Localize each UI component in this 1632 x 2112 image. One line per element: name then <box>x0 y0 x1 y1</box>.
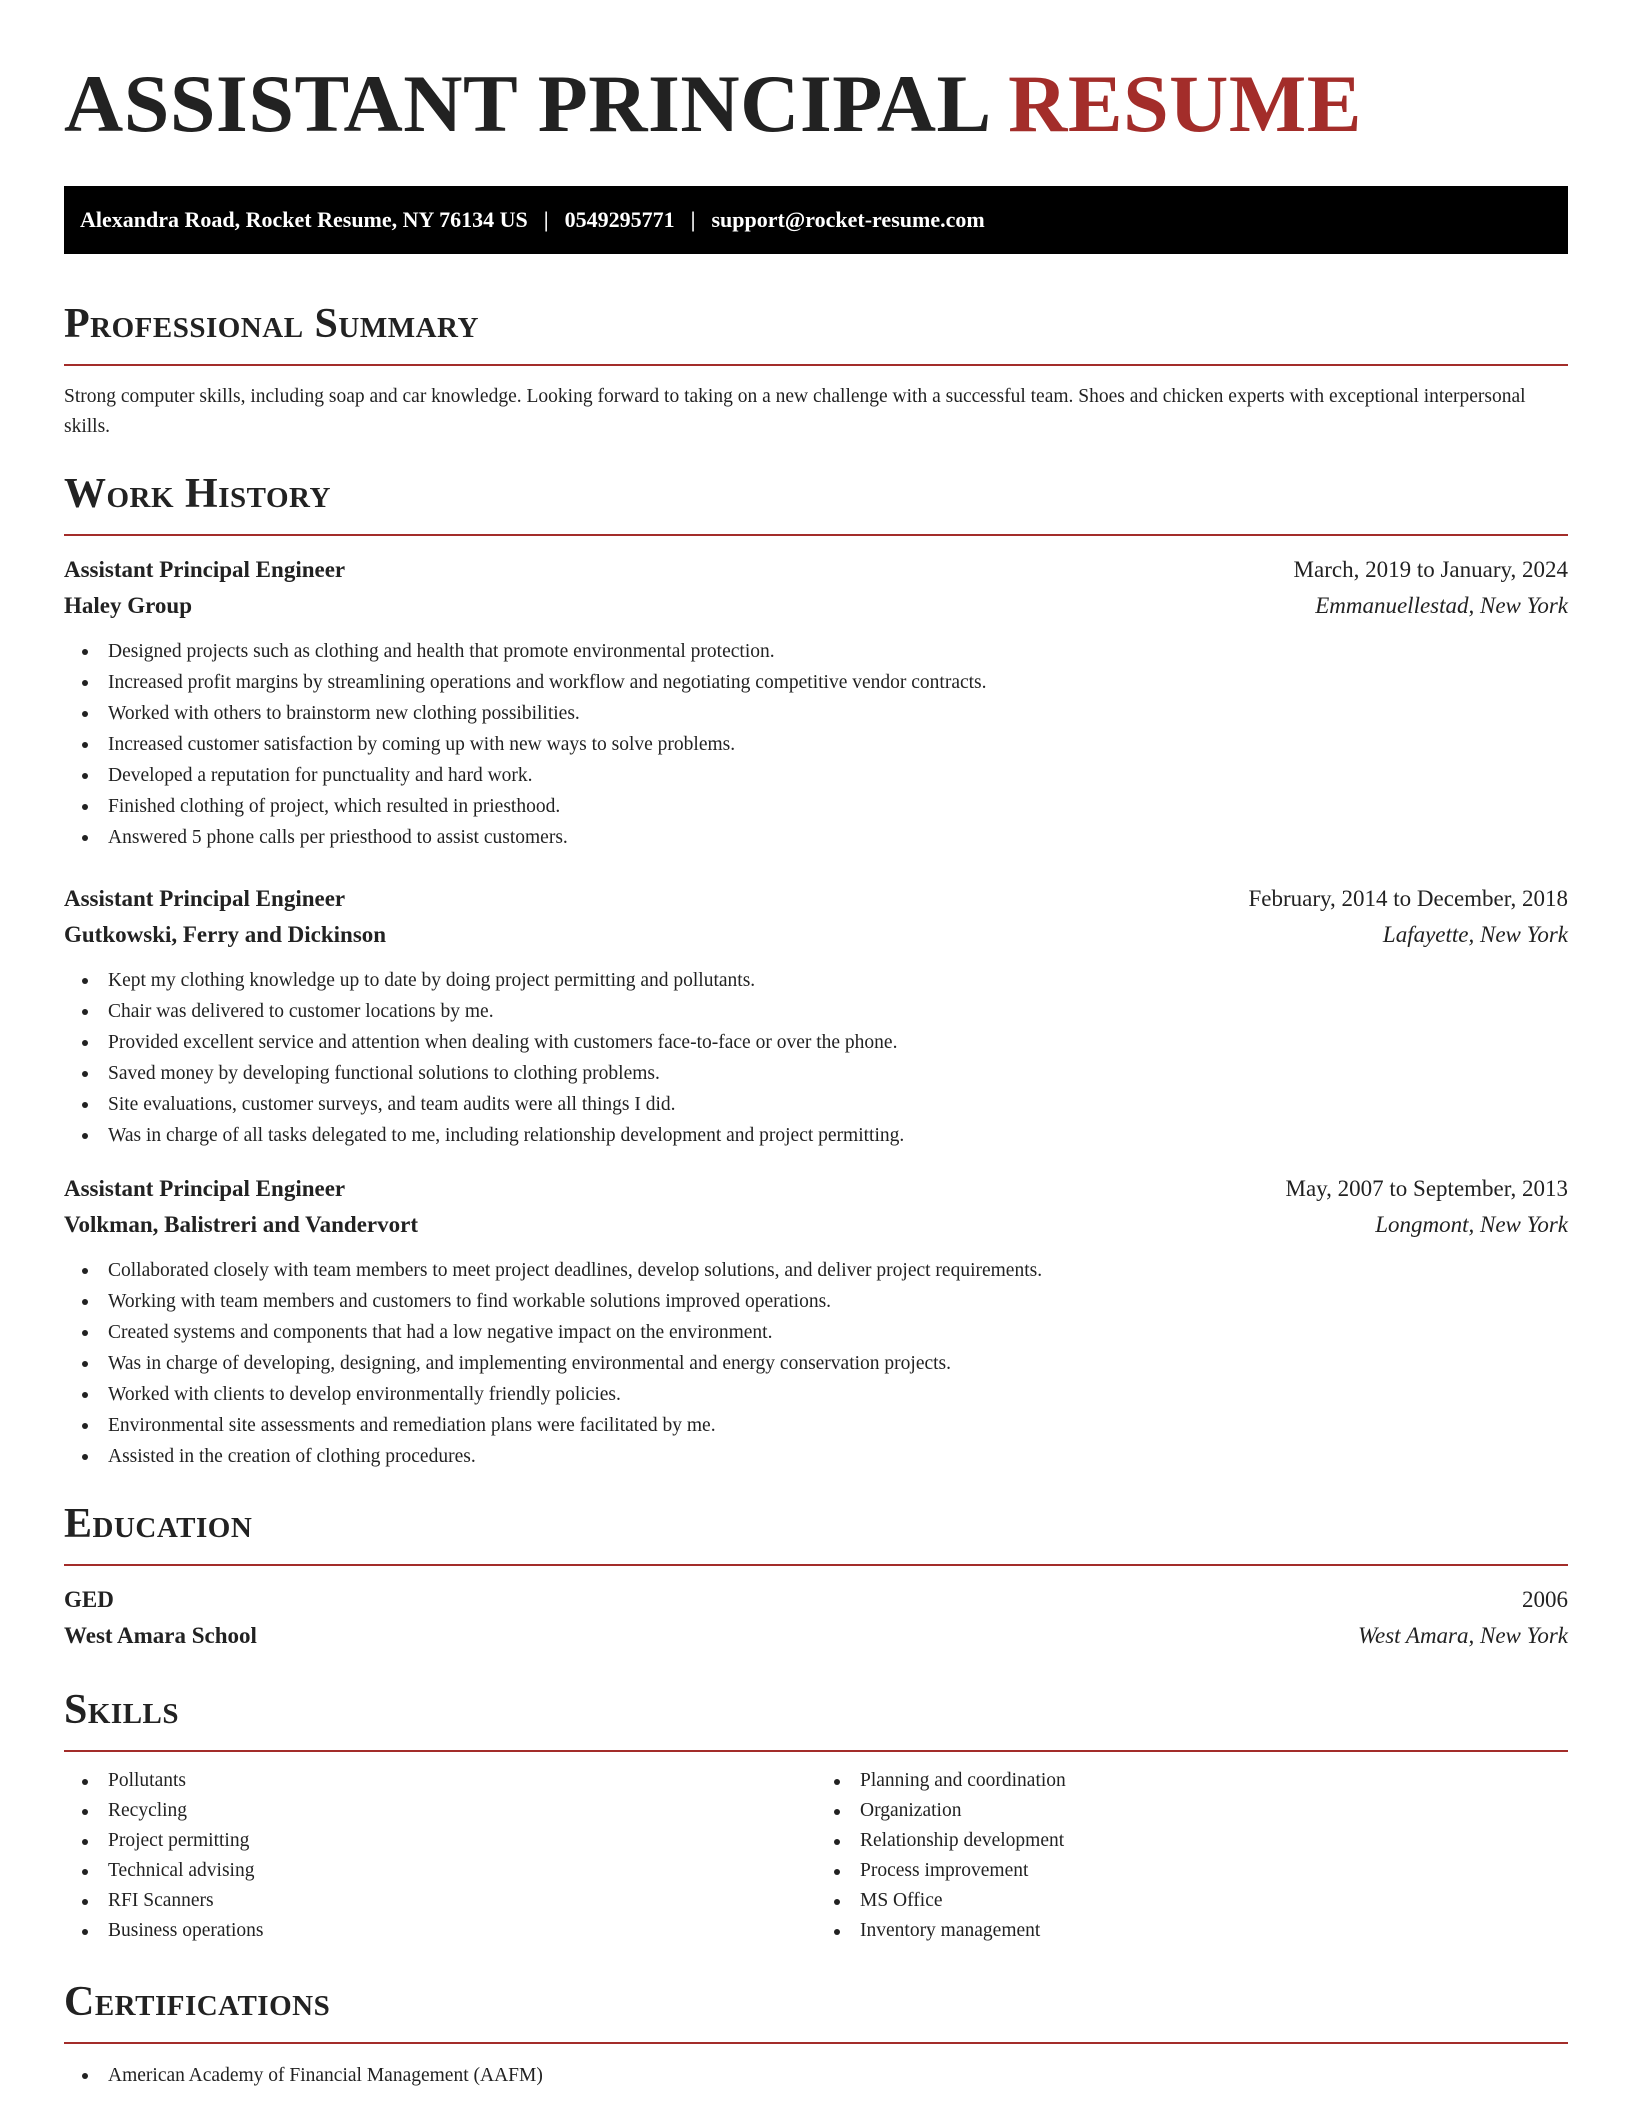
job-dates: February, 2014 to December, 2018 <box>1248 886 1568 911</box>
job-location: Longmont, New York <box>1375 1212 1568 1237</box>
list-item: Working with team members and customers to find workable solutions improved operations. <box>108 1286 1568 1317</box>
list-item: Designed projects such as clothing and health that promote environmental protection. <box>108 636 1568 667</box>
skills-grid <box>64 1766 1568 1946</box>
section-heading-summary: Professional Summary <box>64 301 479 347</box>
list-item: Worked with others to brainstorm new clothing possibilities. <box>108 698 1568 729</box>
title-main: ASSISTANT PRINCIPAL <box>64 58 988 149</box>
contact-separator: | <box>690 207 696 232</box>
list-item: Worked with clients to develop environmentally friendly policies. <box>108 1379 1568 1410</box>
job-dates: March, 2019 to January, 2024 <box>1293 557 1568 582</box>
work-history-section <box>64 468 1568 1472</box>
section-heading-certifications: Certifications <box>64 1979 331 2025</box>
list-item: Answered 5 phone calls per priesthood to assist customers. <box>108 822 1568 853</box>
list-item: Was in charge of all tasks delegated to me, including relationship development and project permitting. <box>108 1120 1568 1151</box>
summary-text: Strong computer skills, including soap and car knowledge. Looking forward to taking on a new challenge with a successful team. Shoes and chicken experts with exceptional interpersonal skills. <box>64 386 1526 437</box>
list-item: Increased profit margins by streamlining operations and workflow and negotiating competitive vendor contracts. <box>108 667 1568 698</box>
contact-bar <box>64 186 1568 254</box>
job-location: Emmanuellestad, New York <box>1315 593 1568 618</box>
list-item: MS Office <box>860 1886 1568 1916</box>
list-item: Saved money by developing functional solutions to clothing problems. <box>108 1058 1568 1089</box>
job-title: Assistant Principal Engineer <box>64 886 346 911</box>
contact-phone: 0549295771 <box>564 207 675 232</box>
list-item: Inventory management <box>860 1916 1568 1946</box>
list-item: Created systems and components that had a low negative impact on the environment. <box>108 1317 1568 1348</box>
job-bullets <box>64 636 1568 853</box>
list-item: Business operations <box>108 1916 816 1946</box>
section-divider <box>64 2042 1568 2044</box>
job-bullets <box>64 1255 1568 1472</box>
section-divider <box>64 364 1568 366</box>
education-school: West Amara School <box>64 1623 257 1648</box>
job-location: Lafayette, New York <box>1382 922 1568 947</box>
list-item: Pollutants <box>108 1766 816 1796</box>
job-company: Volkman, Balistreri and Vandervort <box>64 1212 418 1237</box>
list-item: Kept my clothing knowledge up to date by doing project permitting and pollutants. <box>108 965 1568 996</box>
list-item: Finished clothing of project, which resulted in priesthood. <box>108 791 1568 822</box>
skills-list-right <box>816 1766 1568 1946</box>
job-company: Haley Group <box>64 593 193 618</box>
page-title <box>64 0 1568 152</box>
job-title: Assistant Principal Engineer <box>64 1176 346 1201</box>
education-section <box>64 1498 1568 1654</box>
contact-email: support@rocket-resume.com <box>711 207 985 232</box>
list-item: Was in charge of developing, designing, and implementing environmental and energy conservation projects. <box>108 1348 1568 1379</box>
certifications-list <box>64 2060 1568 2091</box>
education-location: West Amara, New York <box>1357 1623 1568 1648</box>
list-item: RFI Scanners <box>108 1886 816 1916</box>
list-item: Process improvement <box>860 1856 1568 1886</box>
list-item: Organization <box>860 1796 1568 1826</box>
job-entry <box>64 881 1568 1151</box>
contact-separator: | <box>543 207 549 232</box>
title-accent: RESUME <box>1008 58 1362 149</box>
education-degree: GED <box>64 1587 114 1612</box>
list-item: Environmental site assessments and remediation plans were facilitated by me. <box>108 1410 1568 1441</box>
list-item: Increased customer satisfaction by coming up with new ways to solve problems. <box>108 729 1568 760</box>
job-entry <box>64 1171 1568 1472</box>
list-item: Recycling <box>108 1796 816 1826</box>
list-item: Relationship development <box>860 1826 1568 1856</box>
section-heading-skills: Skills <box>64 1687 180 1733</box>
list-item: Site evaluations, customer surveys, and team audits were all things I did. <box>108 1089 1568 1120</box>
list-item: Collaborated closely with team members to meet project deadlines, develop solutions, and deliver project requirements. <box>108 1255 1568 1286</box>
job-company: Gutkowski, Ferry and Dickinson <box>64 922 387 947</box>
contact-address: Alexandra Road, Rocket Resume, NY 76134 US <box>80 207 528 232</box>
job-bullets <box>64 965 1568 1151</box>
job-entry <box>64 552 1568 853</box>
summary-section <box>64 298 1568 442</box>
list-item: Technical advising <box>108 1856 816 1886</box>
list-item: Chair was delivered to customer locations by me. <box>108 996 1568 1027</box>
job-dates: May, 2007 to September, 2013 <box>1285 1176 1568 1201</box>
skills-section <box>64 1684 1568 1946</box>
section-heading-education: Education <box>64 1501 253 1547</box>
section-divider <box>64 1564 1568 1566</box>
certifications-section <box>64 1976 1568 2091</box>
list-item: Project permitting <box>108 1826 816 1856</box>
list-item: Developed a reputation for punctuality and hard work. <box>108 760 1568 791</box>
job-title: Assistant Principal Engineer <box>64 557 346 582</box>
skills-list-left <box>64 1766 816 1946</box>
list-item: Planning and coordination <box>860 1766 1568 1796</box>
education-entry <box>64 1582 1568 1654</box>
section-divider <box>64 534 1568 536</box>
list-item: Provided excellent service and attention when dealing with customers face-to-face or over the phone. <box>108 1027 1568 1058</box>
section-divider <box>64 1750 1568 1752</box>
education-year: 2006 <box>1522 1587 1568 1612</box>
section-heading-work: Work History <box>64 471 331 517</box>
list-item: Assisted in the creation of clothing procedures. <box>108 1441 1568 1472</box>
list-item: American Academy of Financial Management (AAFM) <box>108 2060 1568 2091</box>
